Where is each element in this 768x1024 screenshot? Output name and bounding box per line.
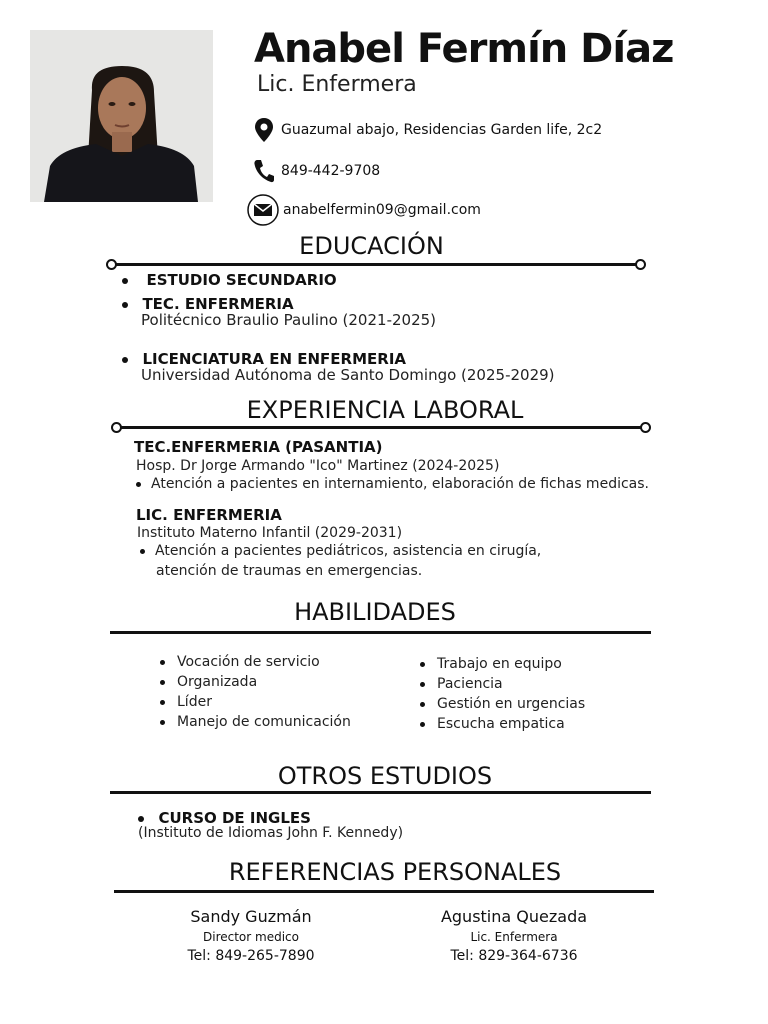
experience-title: EXPERIENCIA LABORAL	[246, 396, 524, 424]
experience-detail-text: Atención a pacientes en internamiento, elaboración de fichas medicas.	[151, 476, 649, 492]
other-studies-divider	[110, 791, 651, 794]
skill-item	[160, 672, 351, 692]
skill-item	[160, 692, 351, 712]
contact-email	[247, 194, 481, 226]
bullet	[160, 720, 165, 725]
divider-dot-left	[106, 259, 117, 270]
education-title: EDUCACIÓN	[299, 232, 444, 260]
candidate-profession: Lic. Enfermera	[257, 72, 417, 97]
reference-card	[151, 907, 351, 964]
references-divider	[114, 890, 654, 893]
skill-text: Organizada	[177, 674, 258, 690]
phone-text[interactable]: 849-442-9708	[281, 163, 381, 179]
bullet	[122, 357, 128, 363]
bullet	[160, 700, 165, 705]
reference-role: Lic. Enfermera	[470, 930, 558, 944]
bullet	[136, 482, 141, 487]
experience-detail	[140, 543, 541, 559]
profile-photo	[30, 30, 213, 202]
email-text[interactable]: anabelfermin09@gmail.com	[283, 202, 481, 218]
reference-phone[interactable]: Tel: 849-265-7890	[187, 948, 315, 964]
education-institution: Politécnico Braulio Paulino (2021-2025)	[141, 311, 437, 329]
reference-name: Sandy Guzmán	[190, 907, 312, 926]
course-institution: (Instituto de Idiomas John F. Kennedy)	[138, 825, 404, 841]
education-institution: Universidad Autónoma de Santo Domingo (2025-2029)	[141, 366, 555, 384]
profile-photo-image	[30, 30, 213, 202]
experience-detail-continued: atención de traumas en emergencias.	[156, 563, 423, 579]
contact-phone	[250, 157, 380, 185]
skills-left-list	[160, 652, 351, 732]
skill-text: Manejo de comunicación	[177, 714, 351, 730]
bullet	[420, 702, 425, 707]
skill-text: Líder	[177, 694, 212, 710]
bullet	[122, 278, 128, 284]
skill-item	[420, 654, 585, 674]
experience-role: LIC. ENFERMERIA	[136, 506, 282, 524]
experience-place: Instituto Materno Infantil (2029-2031)	[137, 525, 403, 541]
bullet	[122, 302, 128, 308]
bullet	[140, 549, 145, 554]
skill-text: Vocación de servicio	[177, 654, 320, 670]
map-pin-icon	[250, 116, 278, 144]
education-degree: LICENCIATURA EN ENFERMERIA	[142, 350, 407, 368]
education-divider	[112, 263, 640, 266]
bullet	[160, 660, 165, 665]
bullet	[160, 680, 165, 685]
bullet	[420, 682, 425, 687]
skill-text: Trabajo en equipo	[437, 656, 562, 672]
skill-text: Escucha empatica	[437, 716, 565, 732]
skills-title: HABILIDADES	[294, 598, 456, 626]
bullet	[138, 816, 144, 822]
other-studies-title: OTROS ESTUDIOS	[277, 762, 493, 790]
skill-item	[420, 674, 585, 694]
skill-text: Paciencia	[437, 676, 503, 692]
envelope-icon	[247, 194, 279, 226]
reference-phone[interactable]: Tel: 829-364-6736	[450, 948, 578, 964]
candidate-name: Anabel Fermín Díaz	[254, 26, 674, 72]
experience-detail-text: Atención a pacientes pediátricos, asistencia en cirugía,	[155, 543, 542, 559]
contact-address	[250, 116, 602, 144]
education-degree: TEC. ENFERMERIA	[142, 295, 294, 313]
phone-icon	[250, 157, 278, 185]
reference-name: Agustina Quezada	[440, 907, 588, 926]
course-name: CURSO DE INGLES	[158, 809, 311, 827]
experience-role: TEC.ENFERMERIA (PASANTIA)	[134, 438, 383, 456]
address-text: Guazumal abajo, Residencias Garden life, 2c2	[281, 122, 603, 138]
experience-place: Hosp. Dr Jorge Armando "Ico" Martinez (2024-2025)	[136, 458, 500, 474]
skill-item	[420, 714, 585, 734]
references-title: REFERENCIAS PERSONALES	[228, 858, 562, 886]
skills-right-list	[420, 654, 585, 734]
skill-item	[160, 652, 351, 672]
education-degree: ESTUDIO SECUNDARIO	[146, 271, 337, 289]
experience-divider	[117, 426, 645, 429]
skill-text: Gestión en urgencias	[437, 696, 586, 712]
bullet	[420, 722, 425, 727]
reference-card	[414, 907, 614, 964]
experience-detail	[136, 476, 649, 492]
divider-dot-right	[640, 422, 651, 433]
skill-item	[160, 712, 351, 732]
reference-role: Director medico	[203, 930, 299, 944]
education-item-1	[122, 271, 337, 290]
divider-dot-right	[635, 259, 646, 270]
bullet	[420, 662, 425, 667]
divider-dot-left	[111, 422, 122, 433]
skills-divider	[110, 631, 651, 634]
skill-item	[420, 694, 585, 714]
